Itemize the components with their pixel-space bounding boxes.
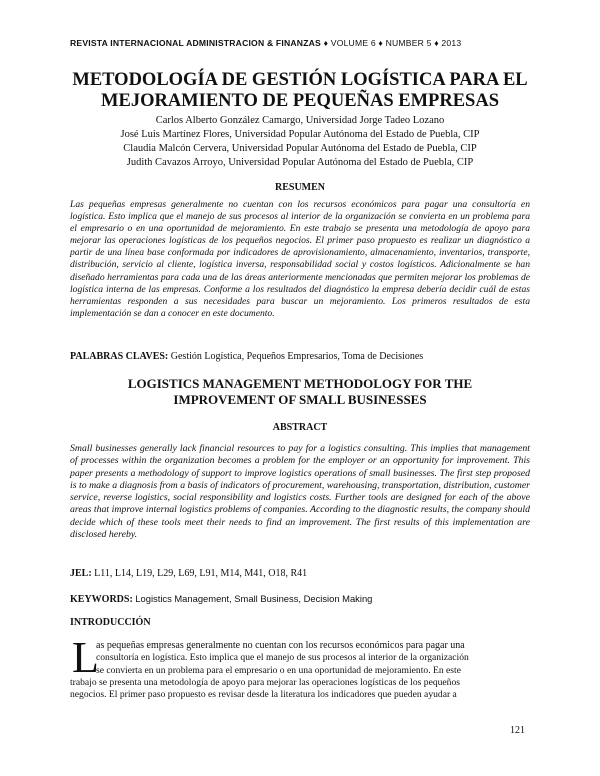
separator-diamond: ♦ bbox=[434, 38, 439, 48]
abstract-heading: ABSTRACT bbox=[272, 422, 328, 433]
intro-line: negocios. El primer paso propuesto es revisar desde la literatura los indicadores que pueden ayudar a bbox=[70, 689, 457, 701]
paper-title-english bbox=[70, 376, 530, 408]
intro-line: consultoría en logística. Esto implica que el manejo de sus procesos al interior de la organización bbox=[96, 652, 469, 664]
jel-value: L11, L14, L19, L29, L69, L91, M14, M41, O18, R41 bbox=[94, 568, 308, 579]
volume: VOLUME 6 bbox=[330, 38, 376, 48]
palabras-claves-value: Gestión Logística, Pequeños Empresarios, Toma de Decisiones bbox=[170, 351, 424, 362]
intro-line: trabajo se presenta una metodología de apoyo para mejorar las operaciones logísticas de los pequeños bbox=[70, 676, 461, 688]
author-list bbox=[70, 114, 530, 170]
drop-cap: L bbox=[72, 633, 99, 682]
title-line: LOGISTICS MANAGEMENT METHODOLOGY FOR THE bbox=[127, 376, 473, 391]
author: Judith Cavazos Arroyo, Universidad Popular Autónoma del Estado de Puebla, CIP bbox=[126, 157, 474, 168]
paper-title-spanish bbox=[70, 70, 530, 112]
intro-line: se convierta en un problema para el empresario o en una oportunidad de mejoramiento. En este bbox=[96, 664, 461, 676]
introduccion-heading: INTRODUCCIÓN bbox=[70, 617, 151, 628]
title-line: MEJORAMIENTO DE PEQUEÑAS EMPRESAS bbox=[101, 91, 499, 111]
resumen-heading: RESUMEN bbox=[274, 182, 325, 193]
keywords-label: KEYWORDS: bbox=[70, 594, 133, 605]
resumen-text: Las pequeñas empresas generalmente no cuentan con los recursos económicos para pagar una consultoría en logística. Esto implica que el manejo de sus procesos al interior de la organización se convierta en un problema para el empresario o en una oportunidad de mejoramiento. En este trabajo se presenta una metodología de apoyo para mejorar las operaciones logísticas de los pequeños negocios. El primer paso propuesto es realizar un diagnóstico a partir de una línea base conformada por indicadores de aprovisionamiento, almacenamiento, inventarios, transporte, distribución, servicio al cliente, logística inversa, responsabilidad social y costos logísticos. Adicionalmente se han diseñado herramientas para cada una de las áreas anteriormente mencionadas que permiten mejorar los problemas de logística interna de las empresas. Conforme a los resultados del diagnóstico la empresa debería decidir cuál de estas herramientas responden a sus necesidades para buscar un mejoramiento. Los primeros resultados de esta implementación se dan a conocer en este documento. bbox=[70, 199, 530, 319]
running-header bbox=[70, 38, 530, 48]
palabras-claves bbox=[70, 351, 530, 362]
issue-number: NUMBER 5 bbox=[385, 38, 432, 48]
introduccion-body bbox=[70, 633, 530, 701]
author: José Luis Martínez Flores, Universidad Popular Autónoma del Estado de Puebla, CIP bbox=[120, 129, 480, 140]
title-line: METODOLOGÍA DE GESTIÓN LOGÍSTICA PARA EL bbox=[72, 70, 528, 90]
year: 2013 bbox=[441, 38, 462, 48]
abstract-text: Small businesses generally lack financial resources to pay for a logistics consulting. This implies that management of processes within the organization becomes a problem for the employer or an opportunity for improvement. This paper presents a methodology of support to improve logistics operations of small businesses. The first step proposed is to make a diagnosis from a basis of indicators of procurement, warehousing, transportation, distribution, customer service, reverse logistics, social responsibility and logistics costs. Further tools are designed for each of the above areas that improve internal logistics problems of companies. According to the diagnostic results, the company should decide which of these tools meet their needs to find an improvement. The first results of this implementation are disclosed hereby. bbox=[70, 443, 530, 541]
author: Carlos Alberto González Camargo, Universidad Jorge Tadeo Lozano bbox=[155, 115, 445, 126]
keywords bbox=[70, 593, 530, 605]
jel-label: JEL: bbox=[70, 568, 92, 579]
intro-line: as pequeñas empresas generalmente no cuentan con los recursos económicos para pagar una bbox=[96, 640, 465, 651]
separator-diamond: ♦ bbox=[323, 38, 329, 48]
journal-name: REVISTA INTERNACIONAL ADMINISTRACION & FINANZAS bbox=[70, 38, 321, 48]
keywords-value: Logistics Management, Small Business, Decision Making bbox=[135, 593, 373, 604]
palabras-claves-label: PALABRAS CLAVES: bbox=[70, 351, 169, 362]
author: Claudia Malcón Cervera, Universidad Popular Autónoma del Estado de Puebla, CIP bbox=[123, 143, 477, 154]
jel-codes bbox=[70, 568, 530, 579]
title-line: IMPROVEMENT OF SMALL BUSINESSES bbox=[173, 392, 427, 407]
introduccion-text bbox=[70, 633, 530, 701]
separator-diamond: ♦ bbox=[378, 38, 384, 48]
page-number: 121 bbox=[510, 725, 525, 736]
